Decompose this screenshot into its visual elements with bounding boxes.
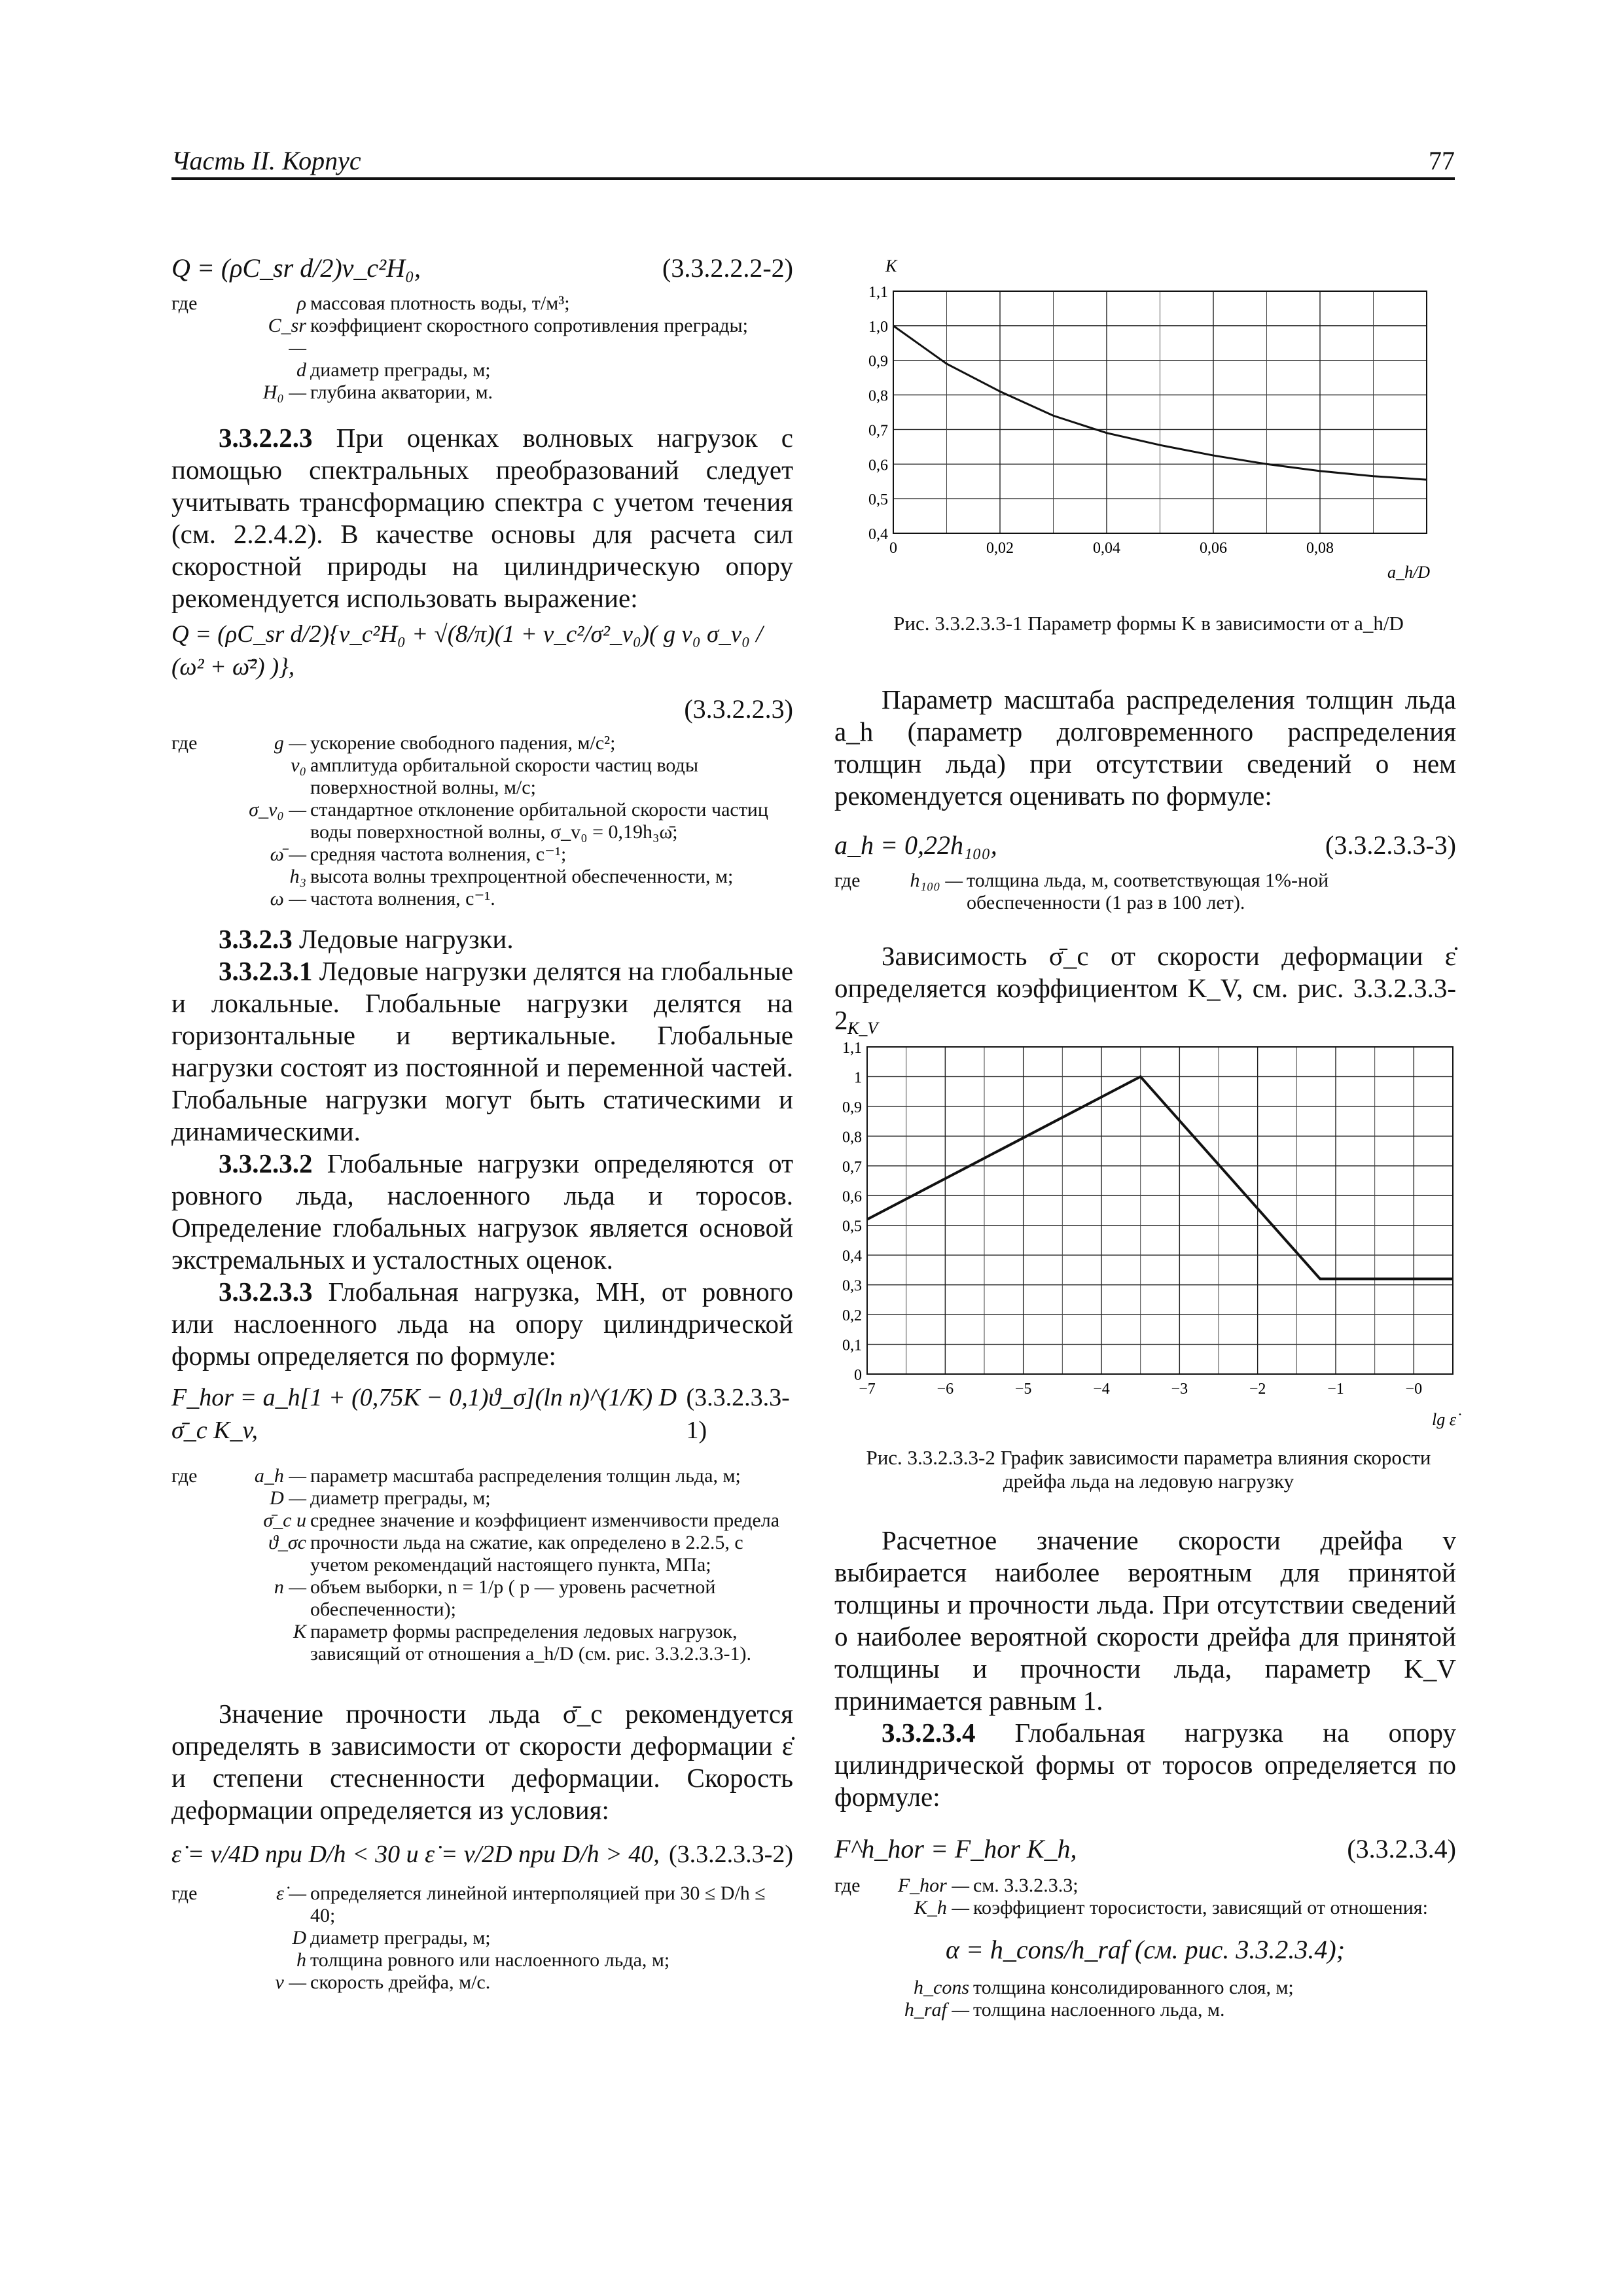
x-tick-label: −3 [1171, 1381, 1188, 1398]
formula-expression: F_hor = a_h[1 + (0,75K − 0,1)ϑ_σ](ln n)^(1/K) D σ̄_c K_v, [171, 1384, 677, 1444]
def-text: средняя частота волнения, с⁻¹; [310, 843, 567, 865]
def-where [171, 799, 243, 843]
def-symbol: ω — [270, 888, 306, 910]
def-text: толщина льда, м, соответствующая 1%-ной обеспеченности (1 раз в 100 лет). [967, 870, 1329, 913]
def-where [171, 1971, 243, 1994]
x-axis-label: a_h/D [1387, 563, 1430, 582]
y-tick-label: 0 [854, 1367, 862, 1384]
def-where [171, 1576, 243, 1621]
x-tick-label: 0,02 [986, 540, 1014, 557]
clause-number: 3.3.2.3.1 [219, 956, 313, 986]
clause-number: 3.3.2.3 [219, 924, 293, 954]
def-symbol: K [293, 1621, 306, 1642]
definitions-list [171, 732, 793, 910]
def-text: коэффициент торосистости, зависящий от отношения: [973, 1897, 1428, 1918]
def-text: амплитуда орбитальной скорости частиц воды поверхностной волны, м/с; [310, 754, 698, 798]
def-symbol: D [292, 1927, 306, 1949]
x-tick-label: −2 [1249, 1381, 1266, 1398]
x-tick-label: −1 [1327, 1381, 1344, 1398]
paragraph-text: Глобальные нагрузки определяются от ровного льда, наслоенного льда и торосов. Определение глобальных нагрузок является основой экстремальных и усталостных оценок. [171, 1148, 794, 1275]
x-tick-label: −5 [1014, 1381, 1032, 1398]
def-symbol: v — [275, 1971, 306, 1993]
definitions-list [834, 1977, 1456, 2021]
header-rule [171, 177, 1455, 180]
def-where [171, 1949, 243, 1971]
def-where: где [834, 1875, 861, 1896]
def-where: где [171, 292, 198, 314]
y-tick-label: 0,7 [842, 1158, 862, 1176]
y-axis-label: K [885, 256, 897, 275]
def-where [171, 1487, 243, 1510]
y-tick-label: 0,4 [842, 1248, 862, 1265]
x-axis-label: lg ε̇ [1432, 1410, 1456, 1429]
x-tick-label: −0 [1405, 1381, 1423, 1398]
def-symbol: h₁₀₀ — [910, 870, 963, 891]
series-line [867, 1076, 1453, 1279]
def-where [171, 1510, 243, 1576]
paragraph-text: Глобальная нагрузка, МН, от ровного или наслоенного льда на опору цилиндрической формы определяется по формуле: [171, 1277, 793, 1371]
def-where [834, 1897, 887, 1919]
def-text: глубина акватории, м. [310, 381, 493, 403]
y-tick-label: 0,8 [842, 1129, 862, 1146]
formula-number: (3.3.2.3.3-1) [686, 1384, 790, 1444]
def-symbol: a_h — [254, 1465, 306, 1487]
def-symbol: n — [274, 1576, 306, 1598]
y-axis-label: K_V [847, 1019, 878, 1038]
y-tick-label: 0,7 [868, 422, 888, 440]
formula-q-wave [171, 618, 793, 684]
clause-number: 3.3.2.3.3 [219, 1277, 313, 1307]
definitions-list [171, 292, 793, 404]
y-tick-label: 0,5 [842, 1218, 862, 1235]
formula-q-current [171, 252, 793, 285]
clause-number: 3.3.2.3.4 [882, 1718, 976, 1748]
formula-expression: F^h_hor = F_hor K_h, [834, 1834, 1077, 1863]
clause-number: 3.3.2.2.3 [219, 423, 313, 453]
def-text: массовая плотность воды, т/м³; [310, 292, 570, 314]
y-tick-label: 0,5 [868, 491, 888, 509]
def-text: среднее значение и коэффициент изменчивости предела прочности льда на сжатие, как определено в 2.2.5, с учетом рекомендаций настоящего пункта, МПа; [310, 1510, 780, 1576]
formula-f-hor [171, 1381, 793, 1447]
y-tick-label: 0,8 [868, 387, 888, 405]
x-tick-label: −7 [859, 1381, 876, 1398]
running-header: Часть II. Корпус [171, 146, 361, 175]
paragraph-strength [171, 1698, 793, 1826]
ice-loads-section [171, 923, 793, 1372]
formula-expression: a_h = 0,22h₁₀₀, [834, 830, 997, 860]
y-tick-label: 1,0 [868, 318, 888, 336]
y-tick-label: 0,3 [842, 1277, 862, 1295]
formula-number: (3.3.2.3.3-2) [669, 1841, 793, 1868]
x-tick-label: 0,06 [1200, 540, 1227, 557]
def-text: объем выборки, n = 1/p ( p — уровень расчетной обеспеченности); [310, 1576, 716, 1620]
def-text: см. 3.3.2.3.3; [973, 1875, 1079, 1896]
def-symbol: F_hor — [897, 1875, 969, 1896]
formula-ah [834, 829, 1456, 862]
def-text: диаметр преграды, м; [310, 1487, 491, 1509]
paragraph-scale [834, 684, 1456, 812]
x-tick-label: 0,04 [1093, 540, 1120, 557]
definitions-list [834, 1875, 1456, 1919]
paragraph-text: Значение прочности льда σ̄_c рекомендуется определять в зависимости от скорости деформации ε̇ и степени стесненности деформации. Скорость деформации определяется из условия: [171, 1699, 793, 1825]
paragraph-text: Глобальная нагрузка на опору цилиндрической формы от торосов определяется по формуле: [834, 1718, 1456, 1812]
paragraph-text: При оценках волновых нагрузок с помощью спектральных преобразований следует учитывать трансформацию спектра с учетом течения (см. 2.2.4.2). В качестве основы для расчета сил скоростной природы на цилиндрическую опору рекомендуется использовать выражение: [171, 423, 793, 613]
def-text: ускорение свободного падения, м/с²; [310, 732, 616, 754]
def-symbol: D — [270, 1487, 306, 1509]
def-where [171, 1927, 243, 1949]
definitions-list [171, 1882, 793, 1994]
def-text: коэффициент скоростного сопротивления преграды; [310, 315, 748, 336]
def-symbol: g — [274, 732, 306, 754]
chart-kv-vs-lg-strain [834, 1017, 1463, 1443]
definitions-list [171, 1465, 793, 1665]
def-text: диаметр преграды, м; [310, 1927, 491, 1949]
def-where: где [834, 870, 861, 891]
figure-caption-2: Рис. 3.3.2.3.3-2 График зависимости параметра влияния скорости дрейфа льда на ледовую нагрузку [866, 1446, 1431, 1492]
formula-f-hor-ridge [834, 1833, 1456, 1865]
def-text: толщина наслоенного льда, м. [973, 1999, 1225, 2021]
left-column [171, 252, 793, 1994]
def-symbol: h₃ [289, 866, 306, 887]
plot-frame [867, 1047, 1453, 1374]
def-where: где [171, 1882, 198, 1904]
def-symbol: H₀ — [262, 381, 306, 403]
y-tick-label: 0,2 [842, 1307, 862, 1325]
x-tick-label: −6 [936, 1381, 954, 1398]
def-where [171, 315, 243, 359]
def-symbol: σ̄_c и ϑ_σc [263, 1510, 306, 1553]
y-tick-label: 0,6 [842, 1188, 862, 1206]
formula-number: (3.3.2.2.3) [684, 694, 793, 724]
section-heading: Ледовые нагрузки. [299, 924, 514, 954]
def-symbol: h [296, 1949, 306, 1971]
ridge-section [834, 1525, 1456, 1813]
def-text: толщина ровного или наслоенного льда, м; [310, 1949, 670, 1971]
def-where: где [171, 732, 198, 754]
y-tick-label: 0,4 [868, 526, 888, 543]
def-text: частота волнения, с⁻¹. [310, 888, 495, 910]
def-where [171, 1621, 243, 1665]
formula-expression: Q = (ρC_sr d/2)v_c²H₀, [171, 253, 421, 283]
formula-number: (3.3.2.2.2-2) [662, 253, 793, 283]
x-tick-label: 0 [889, 540, 897, 557]
formula-strain-rate [171, 1838, 793, 1871]
def-symbol: d [296, 359, 306, 381]
def-where [171, 381, 243, 404]
def-text: определяется линейной интерполяцией при 30 ≤ D/h ≤ 40; [310, 1882, 766, 1926]
paragraph-text: Расчетное значение скорости дрейфа v выбирается наиболее вероятным для принятой толщины и прочности льда. При отсутствии сведений о наиболее вероятной скорости дрейфа для принятой толщины и прочности льда, параметр K_V принимается равным 1. [834, 1525, 1456, 1716]
right-column-lower [834, 1525, 1456, 2021]
def-symbol: v₀ [291, 754, 306, 776]
def-symbol: ε̇ — [276, 1882, 306, 1904]
def-text: скорость дрейфа, м/с. [310, 1971, 491, 1993]
def-where [171, 888, 243, 910]
figure-caption-1: Рис. 3.3.2.3.3-1 Параметр формы K в зависимости от a_h/D [893, 612, 1404, 635]
formula-expression: ε̇ = v/4D при D/h < 30 и ε̇ = v/2D при D/h > 40, [171, 1841, 660, 1868]
right-column-upper [834, 684, 1456, 1036]
def-where [171, 866, 243, 888]
def-text: диаметр преграды, м; [310, 359, 491, 381]
def-text: высота волны трехпроцентной обеспеченности, м; [310, 866, 734, 887]
y-tick-label: 1 [854, 1069, 862, 1087]
def-where [834, 1999, 887, 2021]
clause-number: 3.3.2.3.2 [219, 1148, 313, 1178]
def-where [834, 1977, 887, 1999]
y-tick-label: 0,6 [868, 457, 888, 474]
def-symbol: C_sr — [268, 315, 306, 359]
paragraph-text: Параметр масштаба распределения толщин льда a_h (параметр долговременного распределения толщин льда) при отсутствии сведений о нем рекомендуется оценивать по формуле: [834, 684, 1456, 811]
x-tick-label: −4 [1093, 1381, 1110, 1398]
def-where [171, 754, 243, 799]
paragraph-text: Зависимость σ̄_c от скорости деформации ε̇ определяется коэффициентом K_V, см. рис. 3.3.2.3.3-2. [834, 941, 1456, 1035]
formula-alpha [834, 1934, 1456, 1966]
formula-expression: Q = (ρC_sr d/2){v_c²H₀ + √(8/π)(1 + v_c²/σ²_v₀)( g v₀ σ_v₀ / (ω² + ω̄²) )}, [171, 621, 763, 680]
def-text: толщина консолидированного слоя, м; [973, 1977, 1294, 1998]
x-tick-label: 0,08 [1306, 540, 1334, 557]
formula-number-row [171, 693, 793, 726]
y-tick-label: 0,9 [868, 353, 888, 370]
paragraph-text: Ледовые нагрузки делятся на глобальные и локальные. Глобальные нагрузки делятся на горизонтальные и вертикальные. Глобальные нагрузки состоят из постоянной и переменной частей. Глобальные нагрузки могут быть статическими и динамическими. [171, 956, 794, 1146]
def-symbol: ρ [296, 292, 306, 314]
paragraph-3-3-2-2-3 [171, 422, 793, 614]
y-tick-label: 0,9 [842, 1099, 862, 1116]
def-where [171, 843, 243, 866]
def-text: параметр масштаба распределения толщин льда, м; [310, 1465, 741, 1487]
y-tick-label: 1,1 [842, 1040, 862, 1057]
def-text: стандартное отклонение орбитальной скорости частиц воды поверхностной волны, σ_v₀ = 0,19h₃ω̄; [310, 799, 768, 843]
page-number: 77 [1429, 146, 1455, 175]
def-symbol: σ_v₀ — [249, 799, 306, 821]
def-symbol: ω̄ — [270, 843, 306, 865]
formula-number: (3.3.2.3.3-3) [1325, 830, 1456, 860]
def-symbol: h_raf — [904, 1999, 969, 2021]
def-text: параметр формы распределения ледовых нагрузок, зависящий от отношения a_h/D (см. рис. 3.3.2.3.3-1). [310, 1621, 751, 1665]
y-tick-label: 1,1 [868, 284, 888, 301]
chart-k-vs-ah-d [834, 252, 1463, 599]
def-symbol: h_cons [914, 1977, 969, 1998]
formula-expression: α = h_cons/h_raf (см. рис. 3.3.2.3.4); [945, 1935, 1346, 1964]
y-tick-label: 0,1 [842, 1337, 862, 1354]
def-where [171, 359, 243, 381]
def-symbol: K_h — [914, 1897, 969, 1918]
formula-number: (3.3.2.3.4) [1347, 1834, 1456, 1863]
definitions-list [834, 870, 1456, 914]
def-where: где [171, 1465, 198, 1487]
